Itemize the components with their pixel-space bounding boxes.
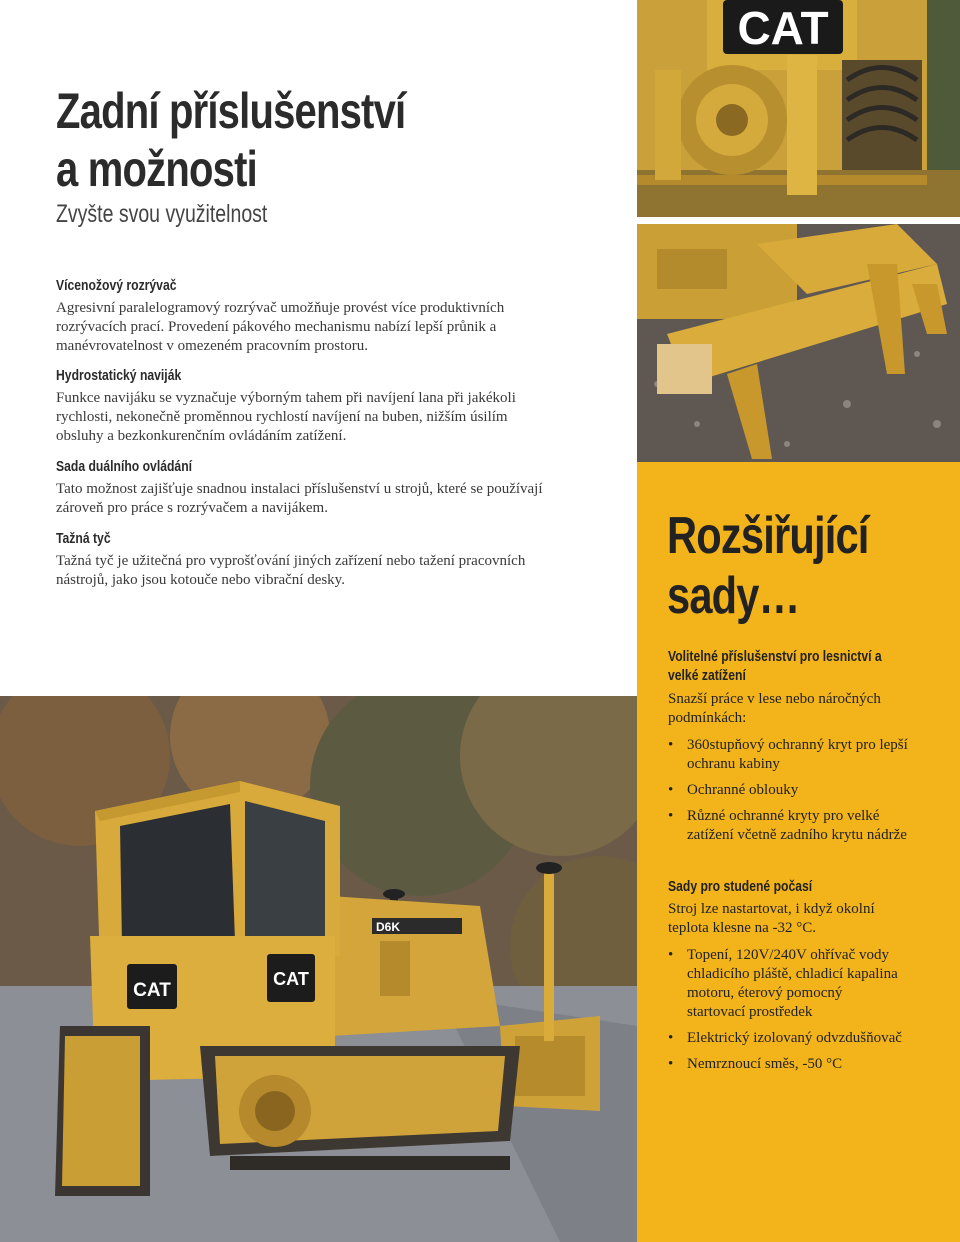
list-item: • Různé ochranné kryty pro velké zatížení včetně zadního krytu nádrže (668, 807, 928, 845)
list-item: • Nemrznoucí směs, -50 °C (668, 1055, 903, 1074)
list-item: • Topení, 120V/240V ohřívač vody chladicího pláště, chladicí kapalina motoru, éterový pomocný startovací prostředek (668, 946, 903, 1022)
dozer-photo (0, 696, 637, 1242)
options-panel (637, 462, 960, 1242)
section-dual-control (56, 459, 556, 518)
section-body: Agresivní paralelogramový rozrývač umožňuje provést více produktivních rozrývacích prací. Provedení pákového mechanismu nabízí lepší průnik a manévrovatelnost v omezeném pracovním prostoru. (56, 300, 505, 354)
winch-cat-logo: CAT (737, 2, 829, 54)
cold-weather-heading: Sady pro studené počasí (668, 879, 813, 895)
section-body: Tato možnost zajišťuje snadnou instalaci příslušenství u strojů, které se používají zároveň pro práce s rozrývačem a navijákem. (56, 481, 543, 516)
dozer-model-label: D6K (376, 920, 401, 934)
dozer-rear-cat-logo: CAT (133, 980, 171, 1001)
ripper-photo (637, 224, 960, 462)
page-title-line1: Zadní příslušenství (56, 83, 406, 139)
page-subtitle: Zvyšte svou využitelnost (56, 200, 268, 228)
section-body: Funkce navijáku se vyznačuje výborným tahem při navíjení lana při jakékoli rychlosti, nekonečně proměnnou rychlostí navíjení na buben, nižším úsilím obsluhy a bezkonkurenčním ovládáním zatížení. (56, 390, 516, 444)
page-title (56, 82, 488, 198)
section-heading: Hydrostatický naviják (56, 368, 182, 384)
forestry-intro: Snazší práce v lese nebo náročných podmínkách: (668, 691, 881, 726)
forestry-list (668, 736, 928, 852)
dozer-side-cat-logo: CAT (273, 969, 309, 989)
panel-title (667, 506, 869, 626)
winch-photo (637, 0, 960, 217)
cold-weather-list (668, 946, 903, 1081)
list-item: • Elektrický izolovaný odvzdušňovač (668, 1029, 903, 1048)
page-title-line2: a možnosti (56, 141, 257, 197)
panel-title-line2: sady… (667, 567, 800, 625)
list-item: • Ochranné oblouky (668, 781, 928, 800)
section-ripper (56, 278, 556, 356)
section-heading: Tažná tyč (56, 531, 111, 547)
panel-title-line1: Rozšiřující (667, 507, 869, 565)
cold-weather-intro: Stroj lze nastartovat, i když okolní teplota klesne na -32 °C. (668, 901, 875, 936)
list-item: • 360stupňový ochranný kryt pro lepší ochranu kabiny (668, 736, 928, 774)
section-drawbar (56, 531, 556, 590)
section-heading: Vícenožový rozrývač (56, 278, 177, 294)
forestry-heading: Volitelné příslušenství pro lesnictví a velké zatížení (668, 649, 882, 684)
section-heading: Sada duálního ovládání (56, 459, 193, 475)
section-body: Tažná tyč je užitečná pro vyprošťování jiných zařízení nebo tažení pracovních nástrojů, jako jsou kotouče nebo vibrační desky. (56, 553, 526, 588)
section-winch (56, 368, 556, 446)
